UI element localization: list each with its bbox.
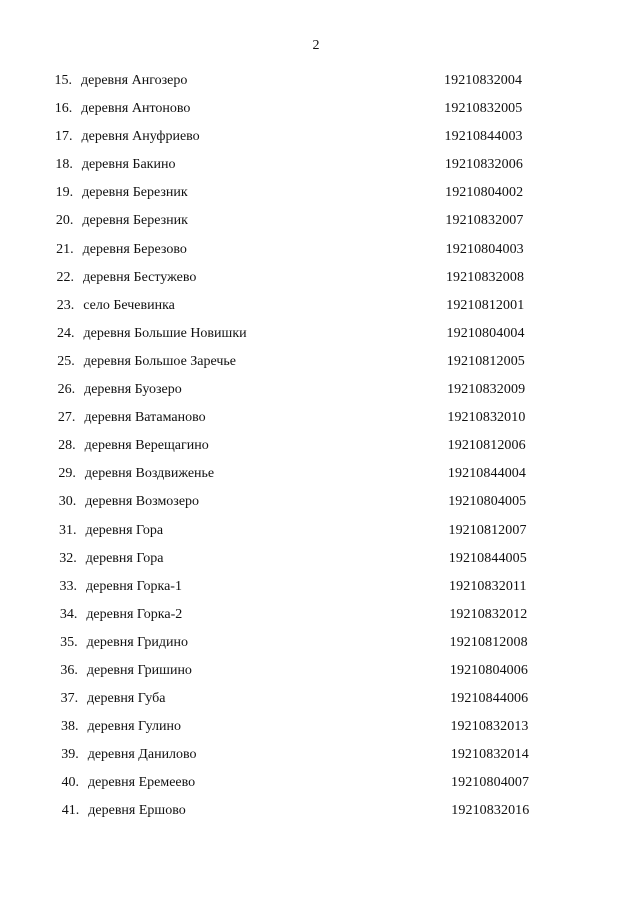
oktmo-code: 19210812006	[447, 438, 526, 454]
item-number: 33.	[59, 578, 78, 594]
settlement-name: деревня Бакино	[81, 157, 176, 173]
item-number: 16.	[54, 101, 73, 117]
settlement-name: деревня Буозеро	[84, 382, 182, 398]
item-number: 29.	[58, 466, 76, 482]
list-item	[0, 154, 640, 182]
item-number: 22.	[56, 269, 74, 285]
item-number: 24.	[57, 325, 75, 341]
oktmo-code: 19210812008	[449, 634, 528, 650]
settlement-name: деревня Воздвиженье	[84, 466, 215, 482]
item-number: 15.	[54, 73, 72, 88]
settlement-name: деревня Ангозеро	[81, 73, 188, 88]
oktmo-code: 19210832009	[447, 382, 526, 398]
item-number: 32.	[59, 550, 77, 566]
settlement-name: деревня Большое Заречье	[83, 353, 237, 369]
item-number: 36.	[60, 662, 78, 678]
item-number: 20.	[55, 213, 74, 229]
oktmo-code: 19210812007	[448, 522, 527, 538]
list-item	[0, 267, 640, 295]
item-number: 31.	[58, 522, 77, 538]
item-number: 17.	[55, 129, 73, 145]
settlement-name: деревня Верещагино	[84, 438, 209, 454]
list-item	[0, 716, 640, 744]
item-number: 28.	[58, 438, 76, 454]
list-item	[0, 604, 640, 632]
list-item	[0, 660, 640, 688]
oktmo-code: 19210844003	[444, 129, 523, 145]
settlement-name: деревня Горка-2	[86, 606, 183, 622]
settlement-name: деревня Гридино	[86, 634, 188, 650]
item-number: 25.	[57, 353, 75, 369]
settlement-name: деревня Антоново	[81, 101, 191, 117]
list-item	[0, 98, 640, 126]
item-number: 27.	[57, 410, 76, 426]
settlement-name: деревня Гришино	[86, 662, 192, 678]
oktmo-code: 19210832008	[445, 269, 525, 285]
oktmo-code: 19210832007	[445, 213, 524, 229]
oktmo-code: 19210804002	[445, 185, 524, 201]
list-item	[0, 70, 640, 98]
list-item	[0, 126, 640, 154]
list-item	[0, 463, 640, 491]
oktmo-code: 19210832010	[447, 410, 526, 426]
settlement-name: деревня Березник	[82, 185, 188, 201]
settlement-name: деревня Ершово	[88, 803, 186, 819]
item-number: 41.	[61, 803, 80, 819]
list-item	[0, 744, 640, 772]
oktmo-code: 19210844004	[447, 466, 527, 482]
item-number: 37.	[60, 691, 79, 707]
oktmo-code: 19210832016	[451, 803, 530, 819]
list-item	[0, 800, 640, 828]
settlement-name: деревня Данилово	[87, 747, 197, 763]
page-number: 2	[312, 38, 320, 53]
settlement-name: деревня Гулино	[87, 719, 181, 735]
settlement-name: деревня Бестужево	[82, 269, 197, 285]
list-item	[0, 407, 640, 435]
oktmo-code: 19210832012	[449, 606, 528, 622]
list-item	[0, 548, 640, 576]
oktmo-code: 19210812005	[446, 353, 525, 369]
list-item	[0, 182, 640, 210]
settlement-name: деревня Возмозеро	[85, 494, 200, 510]
oktmo-code: 19210804004	[446, 325, 525, 341]
list-item	[0, 351, 640, 379]
oktmo-code: 19210832004	[444, 73, 523, 88]
item-number: 35.	[60, 634, 78, 650]
oktmo-code: 19210804003	[445, 241, 524, 257]
oktmo-code: 19210832014	[450, 747, 529, 763]
settlement-name: деревня Березник	[82, 213, 188, 229]
oktmo-code: 19210832011	[449, 578, 527, 594]
oktmo-code: 19210844005	[448, 550, 527, 566]
list-item	[0, 323, 640, 351]
item-number: 30.	[58, 494, 77, 510]
item-number: 40.	[61, 775, 79, 791]
oktmo-code: 19210804006	[449, 662, 528, 678]
item-number: 23.	[56, 297, 75, 313]
oktmo-code: 19210844006	[450, 691, 529, 707]
settlement-name: деревня Губа	[87, 691, 166, 707]
settlement-name: деревня Ануфриево	[81, 129, 200, 145]
oktmo-code: 19210832005	[444, 101, 523, 117]
list-item	[0, 772, 640, 800]
list-item	[0, 632, 640, 660]
item-number: 39.	[61, 747, 79, 763]
oktmo-code: 19210804005	[448, 494, 527, 510]
settlement-name: село Бечевинка	[83, 297, 175, 313]
settlement-name: деревня Горка-1	[86, 578, 182, 594]
list-item	[0, 520, 640, 548]
item-number: 38.	[60, 719, 79, 735]
list-item	[0, 576, 640, 604]
settlement-name: деревня Большие Новишки	[83, 325, 247, 341]
list-item	[0, 239, 640, 267]
oktmo-code: 19210812001	[446, 297, 525, 313]
item-number: 18.	[55, 157, 73, 173]
settlement-list	[0, 70, 640, 829]
item-number: 34.	[59, 606, 78, 622]
list-item	[0, 210, 640, 238]
settlement-name: деревня Березово	[82, 241, 187, 257]
list-item	[0, 688, 640, 716]
item-number: 19.	[55, 185, 74, 201]
item-number: 26.	[57, 382, 76, 398]
settlement-name: деревня Ватаманово	[84, 410, 206, 426]
item-number: 21.	[56, 241, 74, 257]
list-item	[0, 295, 640, 323]
list-item	[0, 379, 640, 407]
oktmo-code: 19210832013	[450, 719, 529, 735]
oktmo-code: 19210832006	[444, 157, 523, 173]
list-item	[0, 435, 640, 463]
settlement-name: деревня Гора	[85, 550, 164, 566]
settlement-name: деревня Еремеево	[88, 775, 196, 791]
settlement-name: деревня Гора	[85, 522, 164, 538]
oktmo-code: 19210804007	[451, 775, 530, 791]
list-item	[0, 491, 640, 519]
